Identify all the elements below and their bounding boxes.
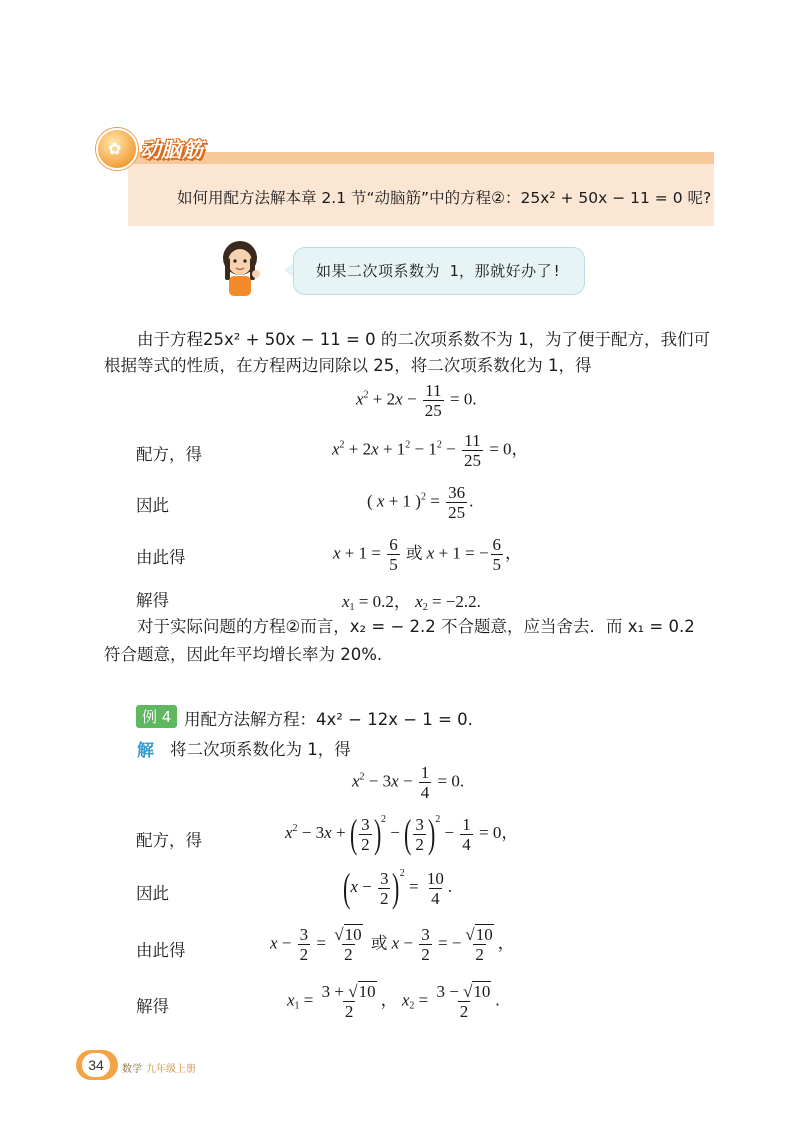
example-or-word: 或 bbox=[370, 933, 388, 953]
equation-complete-square: $x^2 + 2x + 1^2 - 1^2$ − $\frac{11}{25}$ = 0， bbox=[332, 431, 529, 470]
example-equation-square-form: (x − $\frac{3}{2}$ )$^2$ = $\frac{10}{4}$ . bbox=[342, 865, 453, 911]
section-title: 动脑筋 bbox=[140, 138, 203, 162]
step-label-therefore: 因此 bbox=[136, 496, 169, 515]
brain-icon: ✿ bbox=[96, 128, 138, 170]
example-equation-normalized: $x^2 - 3x$ − $\frac{1}{4}$ = 0. bbox=[352, 763, 465, 802]
equation-solutions: $x_1 = 0.2$， $x_2 = -2.2$. bbox=[342, 592, 481, 613]
x2-value: −2.2 bbox=[445, 592, 477, 611]
example-label-hence: 由此得 bbox=[136, 941, 186, 960]
example-label-complete-square: 配方，得 bbox=[136, 831, 202, 850]
example-tag: 例 4 bbox=[136, 705, 177, 728]
girl-avatar-icon bbox=[212, 236, 268, 298]
step-label-hence: 由此得 bbox=[136, 548, 186, 567]
intro-line-2: 根据等式的性质，在方程两边同除以 25，将二次项系数化为 1，得 bbox=[104, 356, 592, 375]
header-band-top bbox=[128, 152, 714, 164]
step-label-complete-square: 配方，得 bbox=[136, 445, 202, 464]
equation-roots-split: x + 1 = $\frac{6}{5}$ 或 x + 1 = − $\frac{6}{5}$ ， bbox=[333, 535, 523, 574]
example-equation-complete-square: $x^2 - 3x$ + ( $\frac{3}{2}$ )$^2$ − ( $\frac{3}{2}$ )$^2$ − $\frac{1}{4}$ = 0， bbox=[285, 811, 519, 857]
or-word: 或 bbox=[405, 543, 423, 563]
example-label-therefore: 因此 bbox=[136, 884, 169, 903]
speech-text: 如果二次项系数为 1，那就好办了! bbox=[316, 262, 562, 280]
footer-subject: 数学 bbox=[122, 1064, 142, 1075]
example-problem: 用配方法解方程：4x² − 12x − 1 = 0. bbox=[184, 710, 473, 729]
equation-normalized: $x^2 + 2x$ − $\frac{11}{25}$ = 0. bbox=[356, 381, 477, 420]
x1-value: 0.2 bbox=[372, 592, 394, 611]
example-step0: 将二次项系数化为 1，得 bbox=[170, 740, 351, 759]
conclusion-line-2: 符合题意，因此年平均增长率为 20%. bbox=[104, 645, 383, 664]
example-equation-roots-split: x − $\frac{3}{2}$ = $\frac{√10}{2}$ 或 x − $\frac{3}{2}$ = − $\frac{√10}{2}$ ， bbox=[270, 925, 515, 964]
equation-square-form: ( x + 1 )$^2$ = $\frac{36}{25}$ . bbox=[367, 483, 474, 522]
header-question: 如何用配方法解本章 2.1 节“动脑筋”中的方程②：25x² + 50x − 11 = 0 呢? bbox=[177, 189, 712, 207]
example-equation-solutions: $x_1$ = $\frac{3 + √10}{2}$ ， $x_2$ = $\frac{3 - √10}{2}$ . bbox=[287, 982, 500, 1021]
conclusion-line-1: 对于实际问题的方程②而言，x₂ = − 2.2 不合题意，应当舍去．而 x₁ = 0.2 bbox=[137, 617, 695, 636]
step-label-solve: 解得 bbox=[136, 591, 169, 610]
solution-label: 解 bbox=[137, 741, 154, 761]
footer-book: 九年级上册 bbox=[146, 1064, 196, 1075]
page-number: 34 bbox=[82, 1053, 110, 1077]
intro-line-1: 由于方程25x² + 50x − 11 = 0 的二次项系数不为 1，为了便于配方，我们可 bbox=[137, 330, 711, 349]
example-label-solve: 解得 bbox=[136, 997, 169, 1016]
footer-label bbox=[122, 1060, 196, 1075]
